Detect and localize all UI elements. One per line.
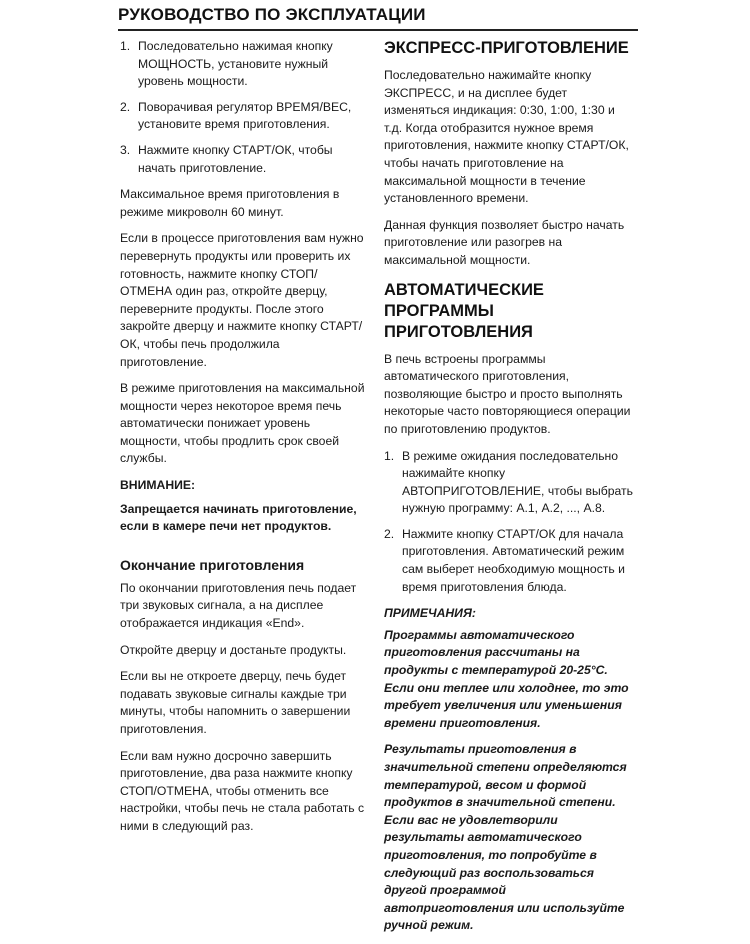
attention-text: Запрещается начинать приготовление, если в камере печи нет продуктов.: [120, 501, 357, 534]
list-item: [120, 99, 365, 134]
power-steps-list: [120, 38, 365, 177]
end-paragraph-1: По окончании приготовления печь подает три звуковых сигнала, а на дисплее отображается индикация «End».: [120, 580, 357, 631]
step-number: 1.: [120, 39, 131, 53]
step-number: 3.: [120, 142, 131, 157]
auto-programs-paragraph: В печь встроены программы автоматического приготовления, позволяющие быстро и просто выполнять некоторые часто повторяющиеся операции по приготовлению продуктов.: [384, 351, 631, 436]
auto-programs-heading: АВТОМАТИЧЕСКИЕ ПРОГРАММЫ ПРИГОТОВЛЕНИЯ: [384, 280, 544, 341]
turn-over-paragraph: Если в процессе приготовления вам нужно перевернуть продукты или проверить их готовность, нажмите кнопку СТОП/ОТМЕНА один раз, откройте дверцу, переверните продукты. После этого закройте дверцу и нажмите кнопку СТАРТ/ОК, чтобы печь продолжила приготовление.: [120, 231, 364, 369]
step-number: 2.: [120, 99, 131, 114]
step-number: 1.: [384, 448, 395, 463]
end-cooking-heading: Окончание приготовления: [120, 556, 305, 573]
express-heading: ЭКСПРЕСС-ПРИГОТОВЛЕНИЕ: [384, 39, 629, 57]
left-column: [120, 38, 365, 845]
step-text: В режиме ожидания последовательно нажимайте кнопку АВТОПРИГОТОВЛЕНИЕ, чтобы выбрать нужную программу: А.1, А.2, ..., А.8.: [402, 448, 633, 516]
auto-steps-list: [384, 448, 634, 597]
notes-label: ПРИМЕЧАНИЯ:: [384, 606, 476, 621]
step-text: Нажмите кнопку СТАРТ/ОК, чтобы начать приготовление.: [138, 142, 333, 175]
note-2: Результаты приготовления в значительной степени определяются температурой, весом и формой продуктов в значительной степени. Если вас не удовлетворили результаты автоматического приготовления, то попробуйте в следующий раз воспользоваться другой программой автоприготовления или используйте ручной режим.: [384, 742, 627, 933]
step-text: Последовательно нажимая кнопку МОЩНОСТЬ, установите нужный уровень мощности.: [138, 39, 333, 89]
express-paragraph-2: Данная функция позволяет быстро начать приготовление или разогрев на максимальной мощности.: [384, 217, 625, 267]
list-item: [384, 448, 634, 518]
right-column: [384, 38, 634, 944]
note-1: Программы автоматического приготовления рассчитаны на продукты с температурой 20-25°С. Если они теплее или холоднее, то это требует увеличения или уменьшения времени приготовления.: [384, 627, 629, 730]
list-item: [120, 142, 365, 177]
page-title: РУКОВОДСТВО ПО ЭКСПЛУАТАЦИИ: [118, 5, 426, 24]
end-paragraph-3: Если вы не откроете дверцу, печь будет подавать звуковые сигналы каждые три минуты, чтобы напомнить о завершении приготовления.: [120, 669, 351, 736]
step-text: Нажмите кнопку СТАРТ/ОК для начала приготовления. Автоматический режим сам выберет необходимую мощность и время приготовления блюда.: [402, 526, 625, 594]
list-item: [120, 38, 365, 91]
attention-label: ВНИМАНИЕ:: [120, 478, 196, 493]
express-paragraph-1: Последовательно нажимайте кнопку ЭКСПРЕСС, и на дисплее будет изменяться индикация: 0:30, 1:00, 1:30 и т.д. Когда отобразится нужное время приготовления, нажмите кнопку СТАРТ/ОК, чтобы начать приготовление на максимальной мощности в течение установленного времени.: [384, 68, 629, 206]
end-paragraph-2: Откройте дверцу и достаньте продукты.: [120, 642, 347, 657]
end-paragraph-4: Если вам нужно досрочно завершить приготовление, два раза нажмите кнопку СТОП/ОТМЕНА, чтобы отменить все настройки, чтобы печь не стала работать с ними в следующий раз.: [120, 748, 365, 833]
page-header: [118, 0, 638, 31]
step-text: Поворачивая регулятор ВРЕМЯ/ВЕС, установите время приготовления.: [138, 99, 352, 132]
max-time-paragraph: Максимальное время приготовления в режиме микроволн 60 минут.: [120, 187, 340, 219]
step-number: 2.: [384, 526, 395, 541]
max-power-paragraph: В режиме приготовления на максимальной мощности через некоторое время печь автоматически понижает уровень мощности, чтобы продлить срок своей службы.: [120, 381, 365, 466]
list-item: [384, 526, 634, 596]
